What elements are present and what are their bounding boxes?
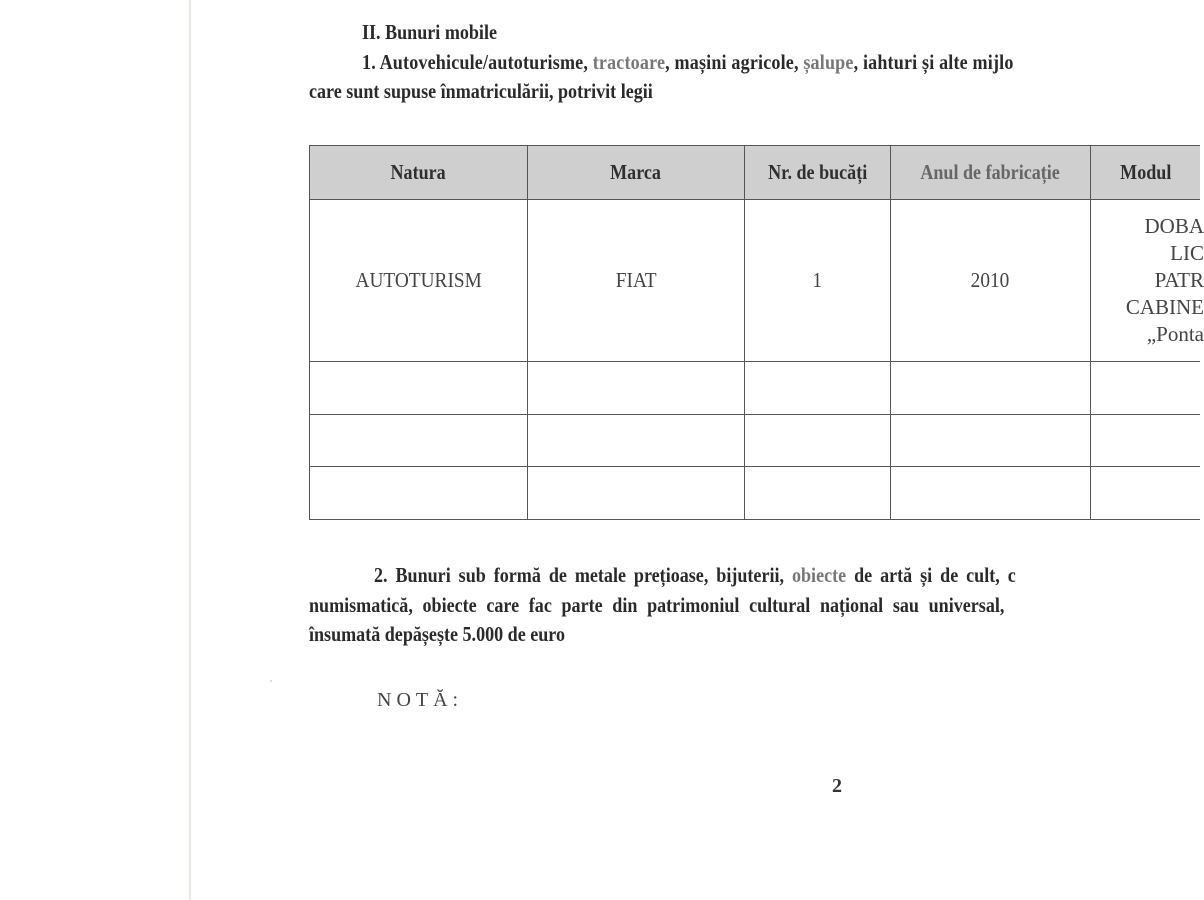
table-row — [310, 467, 1201, 520]
table-row — [310, 362, 1201, 415]
page-margin-line — [189, 0, 191, 900]
cell-an-fabricatie: 2010 — [890, 200, 1090, 362]
table-row — [310, 200, 1201, 362]
modul-text: DOBA LIC PATR CABINE „Ponta — [1125, 214, 1204, 346]
header-modul: Modul — [1091, 146, 1200, 200]
cell-natura — [310, 362, 528, 415]
cell-nr-bucati — [745, 362, 891, 415]
text-segment: obiecte — [791, 563, 847, 587]
cell-an-fabricatie — [890, 415, 1090, 467]
cell-marca — [527, 415, 744, 467]
paragraph-2-line-1 — [374, 563, 1016, 588]
cell-marca — [527, 362, 744, 415]
text-segment: , mașini agricole, — [665, 50, 804, 74]
text-segment: 1. Autovehicule/autoturisme, — [362, 50, 593, 74]
table-header-row — [310, 146, 1201, 200]
text-segment: , iahturi și alte mijlo — [853, 50, 1014, 74]
cell-an-fabricatie — [890, 467, 1090, 520]
paragraph-1-line-1 — [362, 50, 1014, 75]
section-title: II. Bunuri mobile — [362, 20, 497, 44]
header-an-fabricatie: Anul de fabricație — [890, 146, 1090, 200]
header-nr-bucati: Nr. de bucăți — [745, 146, 891, 200]
cell-natura: AUTOTURISM — [310, 200, 528, 362]
text-segment: de artă și de cult, c — [846, 563, 1016, 587]
cell-natura — [310, 467, 528, 520]
cell-marca — [527, 467, 744, 520]
cell-an-fabricatie — [890, 362, 1090, 415]
header-natura: Natura — [310, 146, 528, 200]
paragraph-2-line-3: însumată depășește 5.000 de euro — [309, 622, 566, 646]
paragraph-1-line-2: care sunt supuse înmatriculării, potrivit legii — [309, 79, 653, 103]
cell-modul — [1091, 200, 1204, 362]
text-segment: tractoare — [592, 50, 666, 74]
table-row — [310, 415, 1201, 467]
text-segment: 2. Bunuri sub formă de metale prețioase, bijuterii, — [374, 563, 792, 587]
vehicles-table — [309, 145, 1204, 520]
note-label: NOTĂ: — [377, 689, 464, 711]
cell-modul — [1091, 362, 1200, 415]
cell-natura — [310, 415, 528, 467]
page-number: 2 — [832, 775, 842, 797]
cell-modul — [1091, 467, 1200, 520]
scan-speck — [270, 680, 272, 682]
cell-nr-bucati — [745, 467, 891, 520]
text-segment: șalupe — [803, 50, 854, 74]
cell-modul — [1091, 415, 1200, 467]
cell-nr-bucati: 1 — [745, 200, 891, 362]
cell-nr-bucati — [745, 415, 891, 467]
cell-marca: FIAT — [527, 200, 744, 362]
paragraph-2-line-2: numismatică, obiecte care fac parte din patrimoniul cultural național sau universal, — [309, 593, 1005, 617]
header-marca: Marca — [527, 146, 744, 200]
